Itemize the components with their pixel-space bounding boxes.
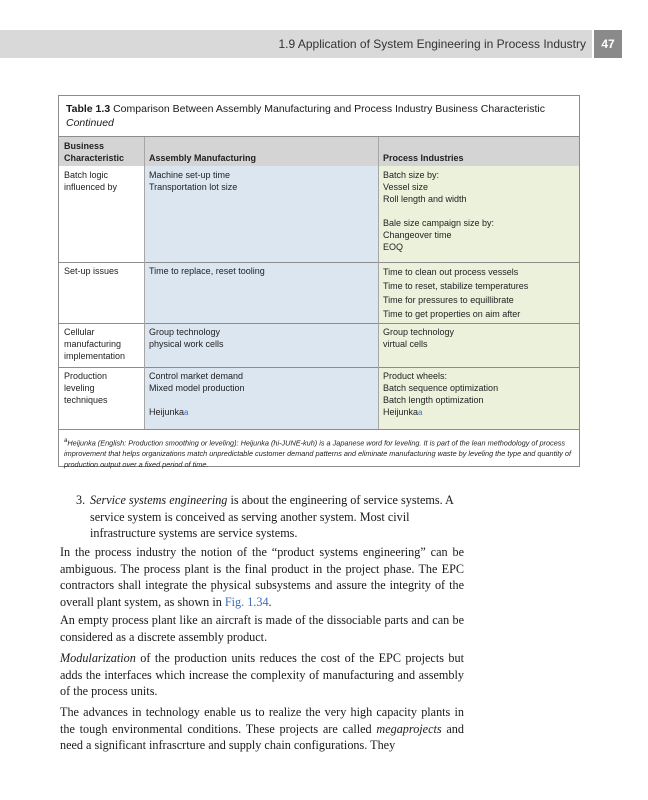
paragraph-2: An empty process plant like an aircraft is made of the dissociable parts and can be considered as a discrete assembly product. (60, 613, 464, 644)
row-cellular-process: Group technology virtual cells (378, 323, 579, 367)
header-business-characteristic: Business Characteristic (59, 137, 144, 166)
row-cellular-label: Cellular manufacturing implementation (59, 323, 144, 367)
row-setup-issues-label: Set-up issues (59, 262, 144, 323)
modularization-term: Modularization (60, 651, 136, 665)
comparison-table (58, 95, 580, 470)
row-batch-logic-assembly: Machine set-up time Transportation lot size (144, 166, 378, 262)
megaprojects-term: megaprojects (376, 721, 442, 736)
table-title: Comparison Between Assembly Manufacturing and Process Industry Business Characteristic (113, 103, 545, 115)
table-footnote: $^a$Heijunka (English: Production smoothing or leveling): Heijunka (hi-JUNE-kuh) is a Japanese word for leveling. It is part of the lean methodology of process improvement that helps organizations match unpredictable customer demand patterns and eliminate manufacturing waste by leveling the type and quantity of production output over a fixed period of time. (64, 437, 572, 470)
paragraph-1: In the process industry the notion of the “product systems engineering” can be ambiguous. The process plant is the final product in the project phase. The EPC contractors shall integrate the physical subsystems and assure the integrity of the overall plant system, as shown in Fig. 1.34. (60, 545, 464, 609)
row-setup-issues-assembly: Time to replace, reset tooling (144, 262, 378, 323)
row-batch-logic-label: Batch logic influenced by (59, 166, 144, 262)
table-number: Table 1.3 (66, 103, 111, 115)
table-rule (59, 136, 579, 137)
table-column-divider (144, 137, 145, 429)
figure-link[interactable]: Fig. 1.34 (224, 594, 269, 609)
table-continued: Continued (66, 117, 114, 129)
row-cellular-assembly: Group technology physical work cells (144, 323, 378, 367)
row-production-leveling-process: Product wheels: Batch sequence optimization Batch length optimization Heijunkaa (378, 367, 579, 429)
running-head (0, 30, 648, 58)
header-process-industries: Process Industries (378, 137, 579, 166)
table-rule (59, 262, 579, 263)
list-text: Service systems engineering is about the engineering of service systems. A service system is conceived as serving another system. Most civil infrastructure systems are service systems. (90, 493, 454, 540)
table-caption (66, 102, 573, 130)
list-number: 3. (76, 493, 86, 507)
table-column-divider (378, 137, 379, 429)
table-rule (59, 429, 579, 430)
table-rule (59, 367, 579, 368)
row-batch-logic-process: Batch size by: Vessel size Roll length and width Bale size campaign size by: Changeover time EOQ (378, 166, 579, 262)
row-production-leveling-label: Production leveling techniques (59, 367, 144, 429)
footnote-marker: a (418, 408, 423, 417)
page-number: 47 (594, 30, 622, 58)
header-assembly-manufacturing: Assembly Manufacturing (144, 137, 378, 166)
table-rule (59, 323, 579, 324)
running-head-title: 1.9 Application of System Engineering in Process Industry (278, 37, 586, 51)
footnote-marker: a (184, 408, 189, 417)
list-term: Service systems engineering (90, 493, 228, 507)
row-production-leveling-assembly: Control market demand Mixed model production Heijunkaa (144, 367, 378, 429)
paragraph-3: Modularization of the production units reduces the cost of the EPC projects but adds the interfaces which increase the complexity of manufacturing and assembly of the process units. (60, 651, 464, 698)
row-setup-issues-process: Time to clean out process vessels Time to reset, stabilize temperatures Time for pressures to equillibrate Time to get properties on aim after (378, 262, 579, 323)
paragraph-4: The advances in technology enable us to realize the very high capacity plants in the tough environmental conditions. These projects are called megaprojects and need a significant infrascrture and supply chain configurations. They (60, 705, 464, 752)
